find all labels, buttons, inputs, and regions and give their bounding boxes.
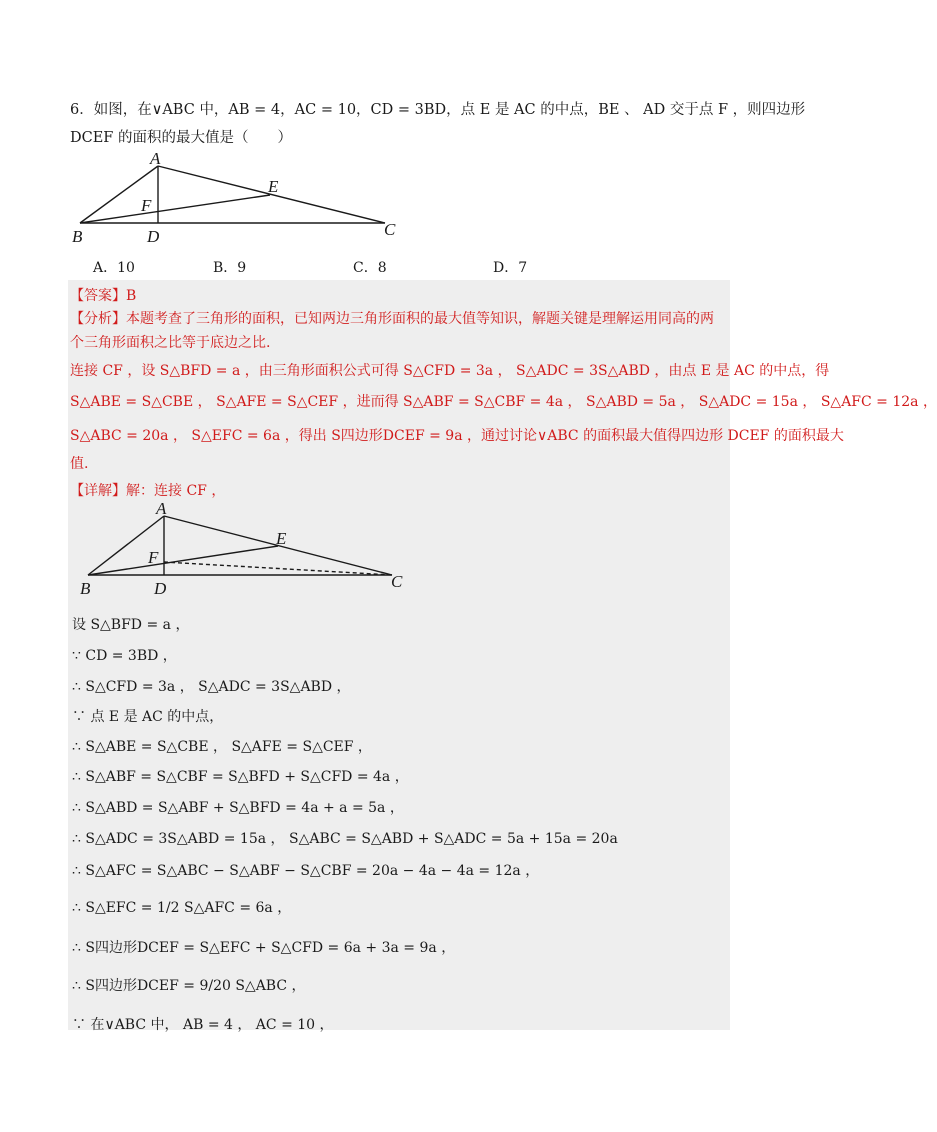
option-d: D．7	[493, 260, 528, 276]
step-13: ∵ 在∨ABC 中， AB = 4 ， AC = 10 ，	[72, 1017, 334, 1033]
step-6: ∴ S△ABF = S△CBF = S△BFD + S△CFD = 4a ，	[72, 769, 409, 785]
label-e-2: E	[276, 529, 287, 548]
step-5: ∴ S△ABE = S△CBE ， S△AFE = S△CEF ，	[72, 739, 372, 755]
step-10: ∴ S△EFC = 1/2 S△AFC = 6a ，	[72, 900, 292, 916]
analysis-line-3: 连接 CF ，设 S△BFD = a ，由三角形面积公式可得 S△CFD = 3a ， S△ADC = 3S△ABD ，由点 E 是 AC 的中点，得	[70, 363, 830, 379]
label-d-2: D	[154, 579, 167, 598]
detail-header: 【详解】解：连接 CF ，	[70, 483, 226, 499]
step-4: ∵ 点 E 是 AC 的中点，	[72, 709, 224, 725]
triangle-figure-1	[70, 150, 410, 245]
question-line-1: 6．如图，在∨ABC 中，AB = 4，AC = 10，CD = 3BD，点 E 是 AC 的中点，BE 、 AD 交于点 F ，则四边形	[70, 102, 806, 118]
label-b-2: B	[80, 579, 91, 598]
analysis-line-5: S△ABC = 20a ， S△EFC = 6a ，得出 S四边形DCEF = 9a ，通过讨论∨ABC 的面积最大值得四边形 DCEF 的面积最大	[70, 428, 844, 444]
label-e: E	[268, 177, 279, 196]
step-3: ∴ S△CFD = 3a ， S△ADC = 3S△ABD ，	[72, 679, 351, 695]
step-9: ∴ S△AFC = S△ABC − S△ABF − S△CBF = 20a − 4a − 4a = 12a ，	[72, 863, 540, 879]
analysis-line-2: 个三角形面积之比等于底边之比.	[70, 335, 271, 351]
option-c: C．8	[353, 260, 387, 276]
label-c: C	[384, 220, 396, 239]
step-11: ∴ S四边形DCEF = S△EFC + S△CFD = 6a + 3a = 9a ，	[72, 940, 456, 956]
label-a: A	[150, 149, 161, 168]
step-8: ∴ S△ADC = 3S△ABD = 15a ， S△ABC = S△ABD + S△ADC = 5a + 15a = 20a	[72, 831, 618, 847]
analysis-line-1: 【分析】本题考查了三角形的面积，已知两边三角形面积的最大值等知识，解题关键是理解运用同高的两	[70, 311, 714, 327]
label-a-2: A	[156, 499, 167, 518]
label-f: F	[141, 196, 152, 215]
label-d: D	[147, 227, 160, 246]
option-b: B．9	[213, 260, 247, 276]
step-2: ∵ CD = 3BD ，	[72, 648, 177, 664]
triangle-figure-2	[78, 499, 418, 598]
label-c-2: C	[391, 572, 403, 591]
step-12: ∴ S四边形DCEF = 9/20 S△ABC ，	[72, 978, 306, 994]
analysis-line-6: 值.	[70, 456, 89, 472]
question-line-2: DCEF 的面积的最大值是（ ）	[70, 130, 292, 146]
step-1: 设 S△BFD = a ，	[72, 617, 190, 633]
answer-line: 【答案】B	[70, 288, 137, 304]
label-f-2: F	[148, 548, 159, 567]
option-a: A．10	[93, 260, 135, 276]
analysis-line-4: S△ABE = S△CBE ， S△AFE = S△CEF ，进而得 S△ABF = S△CBF = 4a ， S△ABD = 5a ， S△ADC = 15a ， S△AFC = 12a ，	[70, 394, 937, 410]
step-7: ∴ S△ABD = S△ABF + S△BFD = 4a + a = 5a ，	[72, 800, 404, 816]
label-b: B	[72, 227, 83, 246]
